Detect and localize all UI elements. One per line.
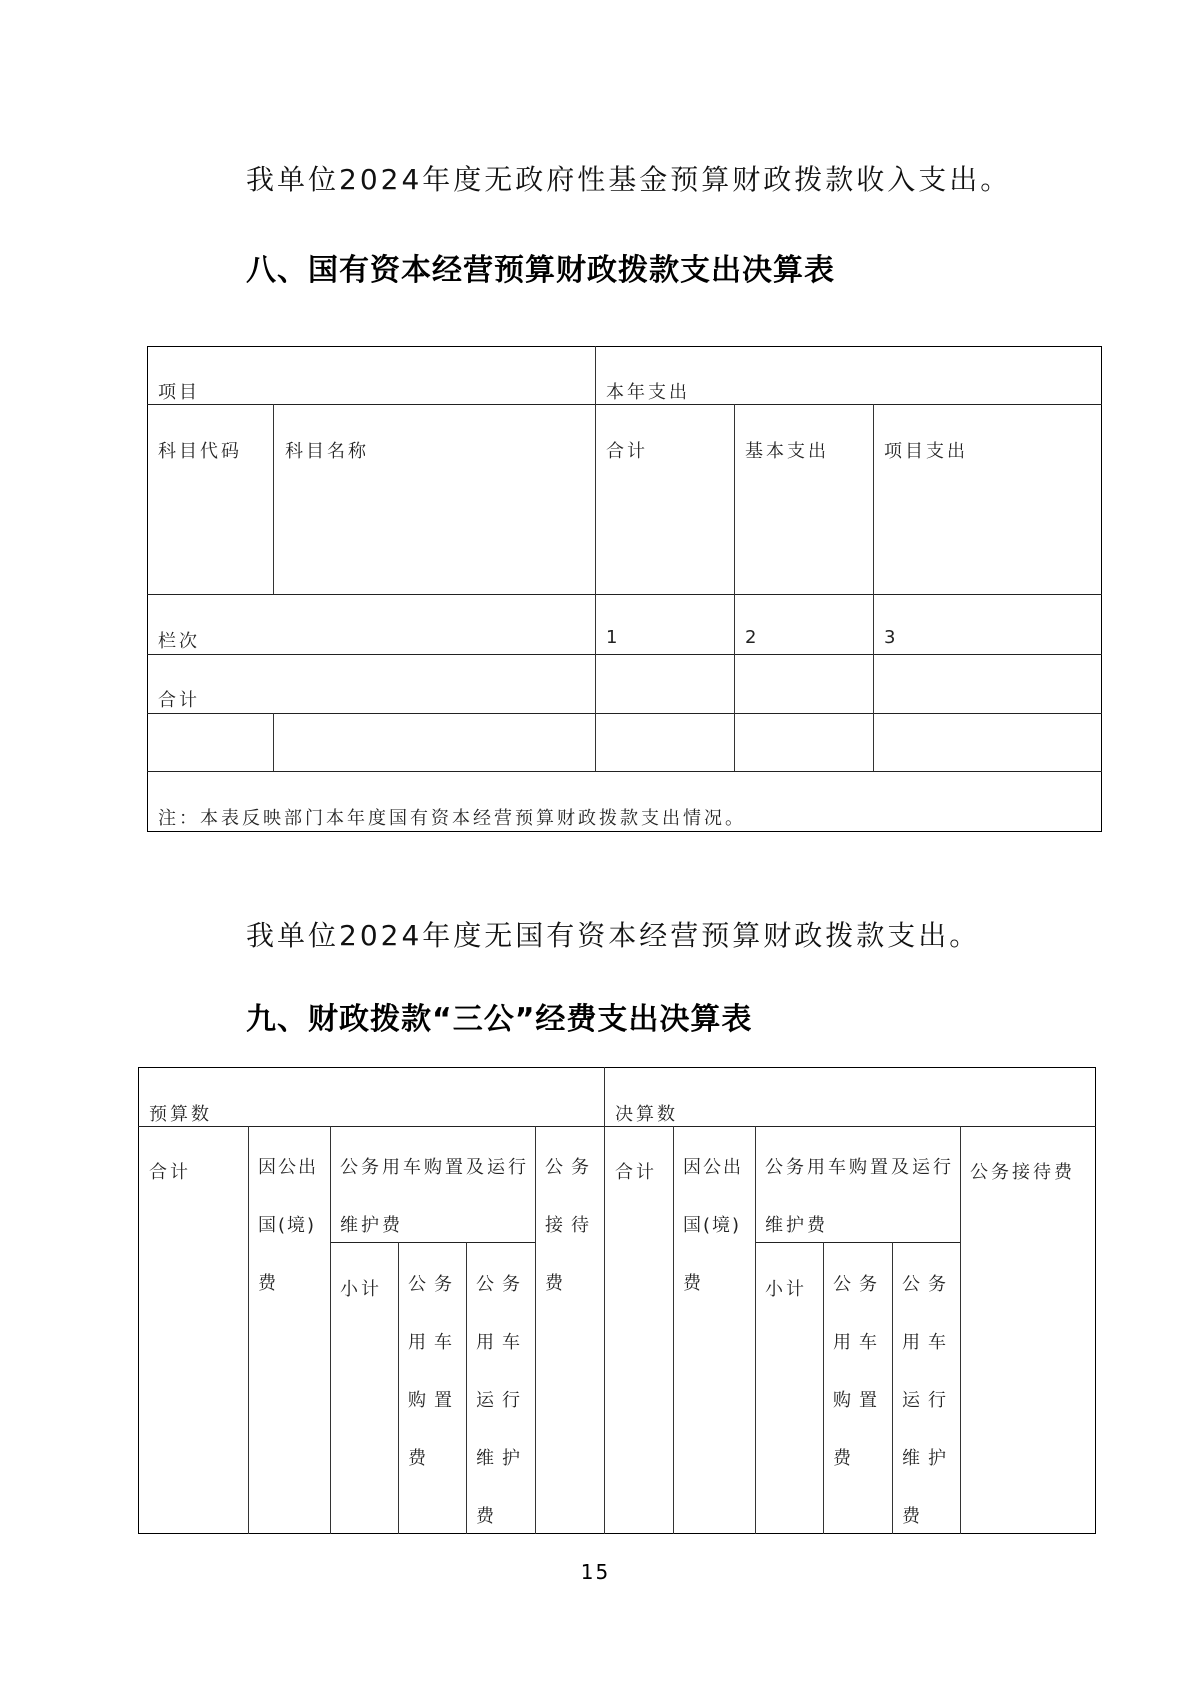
row-divider (147, 654, 1102, 655)
total-row-label: 合计 (158, 690, 200, 711)
paragraph-no-state-capital: 我单位2024年度无国有资本经营预算财政拨款支出。 (246, 919, 981, 952)
header-project-expense: 项目支出 (884, 441, 968, 462)
table-border (147, 346, 1102, 832)
final-vehicle-purchase: 公务用车购置费 (833, 1274, 885, 1469)
page-number: 15 (580, 1560, 611, 1584)
row-divider (138, 1126, 1096, 1127)
row-divider (147, 713, 1102, 714)
budget-vehicle-purchase: 公务用车购置费 (408, 1274, 460, 1469)
header-subject-code: 科目代码 (158, 441, 242, 462)
header-current-year-expense: 本年支出 (606, 382, 690, 403)
section-heading-8: 八、国有资本经营预算财政拨款支出决算表 (246, 253, 835, 288)
budget-vehicle-operation: 公务用车运行维护费 (476, 1274, 528, 1527)
budget-subtotal: 小计 (340, 1279, 382, 1300)
col-divider (755, 1126, 756, 1534)
col-divider (673, 1126, 674, 1534)
col-divider (273, 713, 274, 771)
row-divider (147, 594, 1102, 595)
header-subject-name: 科目名称 (285, 441, 369, 462)
col-divider (248, 1126, 249, 1534)
col-divider (595, 346, 596, 771)
header-item: 项目 (158, 382, 200, 403)
final-total: 合计 (615, 1162, 657, 1183)
col-divider (273, 404, 274, 594)
final-reception: 公务接待费 (970, 1162, 1075, 1183)
final-vehicle: 公务用车购置及运行维护费 (765, 1157, 954, 1236)
paragraph-no-government-fund: 我单位2024年度无政府性基金预算财政拨款收入支出。 (246, 163, 1012, 196)
final-vehicle-operation: 公务用车运行维护费 (902, 1274, 954, 1527)
column-number-3: 3 (884, 627, 899, 648)
row-divider (147, 404, 1102, 405)
header-basic-expense: 基本支出 (745, 441, 829, 462)
column-number-1: 1 (606, 627, 621, 648)
row-divider (147, 771, 1102, 772)
col-divider (873, 404, 874, 771)
budget-overseas: 因公出国(境)费 (258, 1157, 318, 1294)
column-row-label: 栏次 (158, 631, 200, 652)
budget-total: 合计 (149, 1162, 191, 1183)
table-note: 注：本表反映部门本年度国有资本经营预算财政拨款支出情况。 (158, 808, 746, 829)
col-divider (330, 1126, 331, 1534)
final-title: 决算数 (615, 1104, 678, 1125)
budget-reception: 公务接待费 (545, 1157, 597, 1294)
col-divider (398, 1242, 399, 1534)
header-total: 合计 (606, 441, 648, 462)
final-overseas: 因公出国(境)费 (683, 1157, 743, 1294)
col-divider (734, 404, 735, 771)
budget-title: 预算数 (149, 1104, 212, 1125)
col-divider (823, 1242, 824, 1534)
section-heading-9: 九、财政拨款“三公”经费支出决算表 (246, 1002, 753, 1037)
final-subtotal: 小计 (765, 1279, 807, 1300)
column-number-2: 2 (745, 627, 760, 648)
budget-vehicle: 公务用车购置及运行维护费 (340, 1157, 529, 1236)
